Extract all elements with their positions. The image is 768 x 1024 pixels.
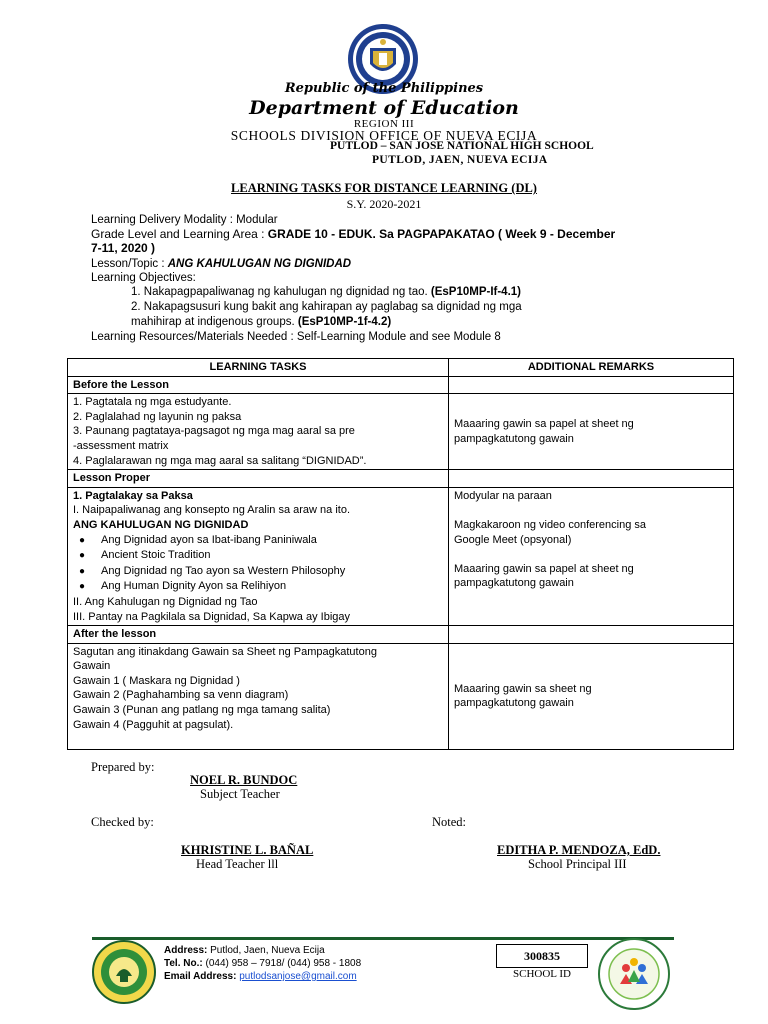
section-heading-before: Before the Lesson <box>68 376 449 394</box>
empty-cell <box>449 376 734 394</box>
footer-email <box>164 970 357 983</box>
prepared-title: Subject Teacher <box>200 787 280 801</box>
list-item: I. Naipapaliwanag ang konsepto ng Aralin sa araw na ito. <box>73 504 351 517</box>
empty-cell <box>449 626 734 644</box>
bullet-item <box>73 579 443 595</box>
col-header-tasks: LEARNING TASKS <box>68 359 449 377</box>
list-subheading: ANG KAHULUGAN NG DIGNIDAD <box>73 518 249 531</box>
remark-line: pampagkatutong gawain <box>454 432 574 445</box>
bullet-icon: ● <box>79 550 86 562</box>
department-line: Department of Education <box>249 97 519 119</box>
bullet-icon: ● <box>79 565 86 577</box>
email-link[interactable]: putlodsanjose@gmail.com <box>239 971 357 982</box>
bullet-icon: ● <box>79 581 86 593</box>
footer-tel <box>164 957 361 970</box>
proper-remarks-cell <box>449 487 734 625</box>
school-id-label: SCHOOL ID <box>513 968 571 980</box>
list-item: Gawain 3 (Punan ang patlang ng mga tamang salita) <box>73 704 331 717</box>
email-label: Email Address: <box>164 971 240 982</box>
remark-line: Maaaring gawin sa papel at sheet ng <box>454 562 634 575</box>
remark-line: pampagkatutong gawain <box>454 577 574 590</box>
bullet-item <box>73 548 443 564</box>
noted-label: Noted: <box>432 815 467 829</box>
tel-value: (044) 958 – 7918/ (044) 958 - 1808 <box>205 958 362 969</box>
objective-1-code: (EsP10MP-If-4.1) <box>430 286 521 298</box>
bullet-icon: ● <box>79 534 86 546</box>
objective-1 <box>131 285 521 299</box>
objective-2b <box>131 315 391 329</box>
bullet-text: Ang Dignidad ng Tao ayon sa Western Philosophy <box>101 564 346 577</box>
objective-2b-text: mahihirap at indigenous groups. <box>131 316 298 328</box>
table-row <box>68 487 734 625</box>
section-heading-proper: Lesson Proper <box>68 470 449 488</box>
remark-line: Modyular na paraan <box>454 489 552 502</box>
list-item: III. Pantay na Pagkilala sa Dignidad, Sa Kapwa ay Ibigay <box>73 610 351 623</box>
section-row-before <box>68 376 734 394</box>
list-item: II. Ang Kahulugan ng Dignidad ng Tao <box>73 595 258 608</box>
checked-label: Checked by: <box>91 815 154 829</box>
objectives-label: Learning Objectives: <box>91 272 196 284</box>
after-tasks-cell <box>68 643 449 749</box>
spacer <box>454 503 728 518</box>
grade-line-2: 7-11, 2020 ) <box>91 241 156 255</box>
checked-name: KHRISTINE L. BAÑAL <box>181 843 314 857</box>
remark-line: Maaaring gawin sa sheet ng <box>454 682 592 695</box>
list-item: 1. Pagtatala ng mga estudyante. <box>73 396 232 409</box>
before-remarks-cell <box>449 394 734 470</box>
section-heading-after: After the lesson <box>68 626 449 644</box>
address-value: Putlod, Jaen, Nueva Ecija <box>210 945 325 956</box>
prepared-name: NOEL R. BUNDOC <box>190 773 298 787</box>
table-row <box>68 643 734 749</box>
prepared-label: Prepared by: <box>91 760 155 774</box>
noted-title: School Principal III <box>528 857 627 871</box>
list-item: 4. Paglalarawan ng mga mag aaral sa salitang “DIGNIDAD”. <box>73 454 367 467</box>
col-header-remarks: ADDITIONAL REMARKS <box>449 359 734 377</box>
bullet-item <box>73 564 443 580</box>
checked-title: Head Teacher lll <box>196 857 279 871</box>
bullet-text: Ang Dignidad ayon sa Ibat-ibang Paniniwala <box>101 533 317 546</box>
grade-value: GRADE 10 - EDUK. Sa PAGPAPAKATAO ( Week 9 - December <box>267 227 616 241</box>
proper-tasks-cell <box>68 487 449 625</box>
list-item: Gawain <box>73 660 111 673</box>
section-row-after <box>68 626 734 644</box>
tel-label: Tel. No.: <box>164 958 206 969</box>
list-item: Gawain 2 (Paghahambing sa venn diagram) <box>73 689 289 702</box>
resources-line: Learning Resources/Materials Needed : Self-Learning Module and see Module 8 <box>91 331 501 343</box>
modality-line: Learning Delivery Modality : Modular <box>91 214 278 226</box>
list-item: Sagutan ang itinakdang Gawain sa Sheet ng Pampagkatutong <box>73 645 377 658</box>
footer-divider <box>92 937 674 940</box>
bullet-text: Ancient Stoic Tradition <box>101 549 211 562</box>
grade-label: Grade Level and Learning Area : <box>91 227 268 241</box>
table-header-row <box>68 359 734 377</box>
grade-line <box>91 227 615 241</box>
school-address-line: PUTLOD, JAEN, NUEVA ECIJA <box>372 154 548 166</box>
after-remarks-cell <box>449 643 734 749</box>
remark-line: pampagkatutong gawain <box>454 697 574 710</box>
topic-line <box>91 257 351 271</box>
school-id-value: 300835 <box>496 944 588 968</box>
learning-tasks-table <box>67 358 734 750</box>
remark-line: Magkakaroon ng video conferencing sa <box>454 518 647 531</box>
child-friendly-school-logo <box>598 938 670 1010</box>
spacer <box>454 547 728 562</box>
remark-line: Maaaring gawin sa papel at sheet ng <box>454 418 634 431</box>
objective-2-code: (EsP10MP-1f-4.2) <box>297 316 392 328</box>
table-row <box>68 394 734 470</box>
bullet-item <box>73 533 443 549</box>
list-item: -assessment matrix <box>73 439 169 452</box>
noted-name: EDITHA P. MENDOZA, EdD. <box>497 843 661 857</box>
topic-label: Lesson/Topic : <box>91 258 168 270</box>
region-line: REGION III <box>353 118 415 130</box>
list-item: Gawain 1 ( Maskara ng Dignidad ) <box>73 674 240 687</box>
footer-address <box>164 944 325 957</box>
school-year: S.Y. 2020-2021 <box>346 197 422 211</box>
section-row-proper <box>68 470 734 488</box>
list-item: 3. Paunang pagtataya-pagsagot ng mga mag aaral sa pre <box>73 425 355 438</box>
list-item: Gawain 4 (Pagguhit at pagsulat). <box>73 718 234 731</box>
republic-line: Republic of the Philippines <box>284 81 484 96</box>
division-line: SCHOOLS DIVISION OFFICE OF NUEVA ECIJA <box>230 128 538 143</box>
remark-line: Google Meet (opsyonal) <box>454 533 572 546</box>
list-item: 2. Paglalahad ng layunin ng paksa <box>73 410 242 423</box>
school-seal-logo <box>92 940 156 1004</box>
objective-2: 2. Nakapagsusuri kung bakit ang kahirapan ay paglabag sa dignidad ng mga <box>131 301 522 313</box>
school-name-line: PUTLOD – SAN JOSE NATIONAL HIGH SCHOOL <box>330 140 594 152</box>
before-tasks-cell <box>68 394 449 470</box>
empty-cell <box>449 470 734 488</box>
topic-value: ANG KAHULUGAN NG DIGNIDAD <box>167 258 352 270</box>
address-label: Address: <box>164 945 211 956</box>
objective-1-text: 1. Nakapagpapaliwanag ng kahulugan ng dignidad ng tao. <box>131 286 431 298</box>
list-item: 1. Pagtalakay sa Paksa <box>73 489 193 502</box>
bullet-text: Ang Human Dignity Ayon sa Relihiyon <box>101 580 287 593</box>
document-title: LEARNING TASKS FOR DISTANCE LEARNING (DL) <box>231 181 537 195</box>
